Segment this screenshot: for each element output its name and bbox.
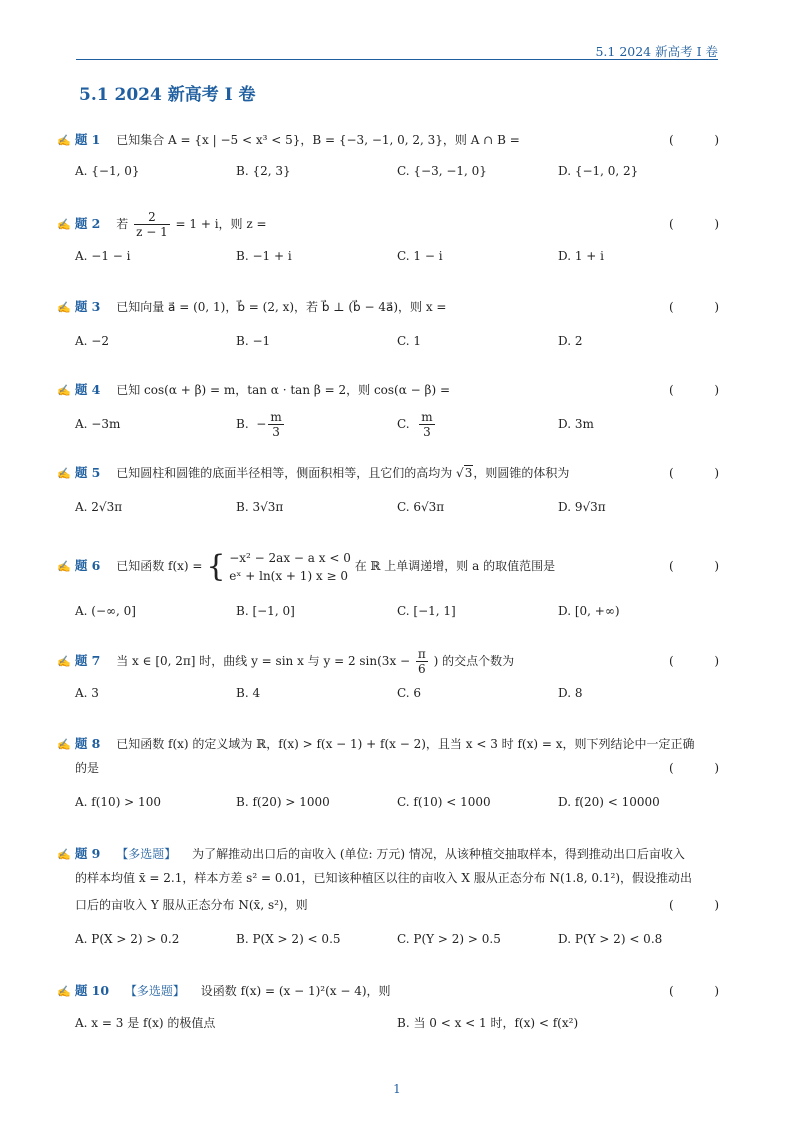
- options: [57, 246, 719, 266]
- option-d: D. f(20) < 10000: [558, 795, 660, 809]
- question-5: [57, 462, 719, 517]
- question-number: 题 10: [74, 983, 110, 998]
- answer-bracket: ( ): [669, 466, 719, 480]
- question-number: 题 8: [74, 736, 101, 751]
- options: [57, 161, 719, 181]
- option-b: B. − $\frac{m}{3}$: [236, 410, 282, 439]
- answer-bracket: ( ): [669, 654, 719, 668]
- option-c: C. 6√3π: [397, 500, 445, 514]
- pen-icon: ✍: [57, 985, 71, 998]
- question-stem-continued: 的是 ( ): [57, 755, 719, 782]
- option-a: A. −1 − i: [75, 249, 131, 263]
- question-number: 题 1: [74, 132, 101, 147]
- fraction: $\frac{\pi}{6}$: [417, 647, 426, 676]
- question-stem-post: ) 的交点个数为: [433, 654, 515, 668]
- header-rule: [76, 59, 718, 60]
- brace-icon: {: [206, 548, 226, 584]
- question-stem: 设函数 f(x) = (x − 1)²(x − 4)，则: [200, 984, 391, 998]
- section-title: 5.1 2024 新高考 I 卷: [79, 85, 256, 105]
- option-d: D. {−1, 0, 2}: [558, 164, 639, 178]
- pen-icon: ✍: [57, 848, 71, 861]
- option-b: B. {2, 3}: [236, 164, 291, 178]
- question-number: 题 4: [74, 382, 101, 397]
- option-b: B. 4: [236, 686, 261, 700]
- options: [57, 601, 719, 621]
- option-b: B. 当 0 < x < 1 时，f(x) < f(x²): [397, 1016, 579, 1030]
- option-c: C. 1: [397, 334, 422, 348]
- option-b: B. P(X > 2) < 0.5: [236, 932, 341, 946]
- pen-icon: ✍: [57, 467, 71, 480]
- sqrt-value: 3: [464, 466, 473, 480]
- option-c: C. $\frac{m}{3}$: [397, 410, 433, 439]
- answer-bracket: ( ): [669, 559, 719, 573]
- option-b: B. −1 + i: [236, 249, 292, 263]
- option-c: C. f(10) < 1000: [397, 795, 491, 809]
- pen-icon: ✍: [57, 560, 71, 573]
- pen-icon: ✍: [57, 384, 71, 397]
- multi-select-tag: 【多选题】: [116, 847, 177, 861]
- option-d: D. 2: [558, 334, 583, 348]
- pen-icon: ✍: [57, 655, 71, 668]
- multi-select-tag: 【多选题】: [124, 984, 185, 998]
- option-a: A. 3: [75, 686, 99, 700]
- options: [57, 683, 719, 703]
- question-8: [57, 733, 719, 812]
- pen-icon: ✍: [57, 738, 71, 751]
- answer-bracket: ( ): [669, 761, 719, 775]
- question-7: [57, 641, 719, 703]
- question-stem: 已知向量 a⃗ = (0, 1)，b⃗ = (2, x)，若 b⃗ ⊥ (b⃗ − 4a⃗)，则 x =: [116, 300, 447, 314]
- question-4: [57, 379, 719, 441]
- option-b: B. −1: [236, 334, 271, 348]
- answer-bracket: ( ): [669, 898, 719, 912]
- question-stem-continued: 的样本均值 x̄ = 2.1，样本方差 s² = 0.01，已知该种植区以往的亩收入 X 服从正态分布 N(1.8, 0.1²)，假设推动出: [75, 871, 692, 885]
- question-number: 题 7: [74, 653, 101, 668]
- options: [57, 929, 719, 949]
- option-c: C. 6: [397, 686, 422, 700]
- option-a: A. f(10) > 100: [75, 795, 161, 809]
- option-c: C. 1 − i: [397, 249, 443, 263]
- question-1: [57, 129, 719, 181]
- options: [57, 792, 719, 812]
- question-stem-pre: 若: [116, 217, 129, 231]
- question-stem: 已知 cos(α + β) = m，tan α · tan β = 2，则 cos(α − β) =: [116, 383, 451, 397]
- option-d: D. 3m: [558, 417, 594, 431]
- question-number: 题 6: [74, 558, 101, 573]
- option-b: B. 3√3π: [236, 500, 284, 514]
- question-stem: 为了解推动出口后的亩收入 (单位: 万元) 情况，从该种植交抽取样本，得到推动出口后亩收入: [192, 847, 685, 861]
- question-stem-pre: 已知函数 f(x) =: [116, 559, 203, 573]
- option-d: D. 8: [558, 686, 583, 700]
- question-3: [57, 296, 719, 351]
- option-d: D. [0, +∞): [558, 604, 620, 618]
- answer-bracket: ( ): [669, 984, 719, 998]
- question-number: 题 2: [74, 216, 101, 231]
- option-c: C. [−1, 1]: [397, 604, 456, 618]
- question-stem: 已知集合 A = {x | −5 < x³ < 5}，B = {−3, −1, 0, 2, 3}，则 A ∩ B =: [116, 133, 520, 147]
- question-number: 题 3: [74, 299, 101, 314]
- option-a: A. −2: [75, 334, 109, 348]
- options: [57, 331, 719, 351]
- options: [57, 497, 719, 517]
- question-10: [57, 980, 719, 1033]
- question-6: [57, 540, 719, 621]
- pen-icon: ✍: [57, 134, 71, 147]
- question-stem-pre: 当 x ∈ [0, 2π] 时，曲线 y = sin x 与 y = 2 sin(3x −: [116, 654, 411, 668]
- option-b: B. f(20) > 1000: [236, 795, 330, 809]
- options: [57, 1013, 719, 1033]
- question-number: 题 9: [74, 846, 101, 861]
- pen-icon: ✍: [57, 301, 71, 314]
- question-stem-continued: 口后的亩收入 Y 服从正态分布 N(x̄, s²)，则 ( ): [57, 892, 719, 919]
- question-stem-post: = 1 + i，则 z =: [175, 217, 267, 231]
- piecewise-cases: −x² − 2ax − a x < 0 eˣ + ln(x + 1) x ≥ 0: [229, 550, 351, 583]
- answer-bracket: ( ): [669, 383, 719, 397]
- answer-bracket: ( ): [669, 300, 719, 314]
- fraction: $\frac{2}{z - 1}$: [136, 210, 168, 239]
- running-header: 5.1 2024 新高考 I 卷: [595, 44, 718, 59]
- page-number: 1: [393, 1082, 401, 1096]
- option-a: A. P(X > 2) > 0.2: [75, 932, 180, 946]
- option-d: D. 1 + i: [558, 249, 604, 263]
- pen-icon: ✍: [57, 218, 71, 231]
- answer-bracket: ( ): [669, 217, 719, 231]
- question-stem-pre: 已知圆柱和圆锥的底面半径相等，侧面积相等，且它们的高均为 √: [116, 466, 464, 480]
- options: [57, 407, 719, 441]
- question-9: [57, 843, 719, 949]
- option-d: D. 9√3π: [558, 500, 606, 514]
- question-stem-post: ，则圆锥的体积为: [473, 466, 570, 480]
- option-c: C. {−3, −1, 0}: [397, 164, 487, 178]
- option-a: A. x = 3 是 f(x) 的极值点: [75, 1016, 216, 1030]
- option-a: A. {−1, 0}: [75, 164, 140, 178]
- option-d: D. P(Y > 2) < 0.8: [558, 932, 663, 946]
- question-stem: 已知函数 f(x) 的定义域为 ℝ，f(x) > f(x − 1) + f(x − 2)，且当 x < 3 时 f(x) = x，则下列结论中一定正确: [116, 737, 695, 751]
- option-a: A. −3m: [75, 417, 121, 431]
- option-a: A. 2√3π: [75, 500, 123, 514]
- question-stem-post: 在 ℝ 上单调递增，则 a 的取值范围是: [354, 559, 556, 573]
- question-2: [57, 204, 719, 266]
- answer-bracket: ( ): [669, 133, 719, 147]
- option-b: B. [−1, 0]: [236, 604, 295, 618]
- question-number: 题 5: [74, 465, 101, 480]
- option-c: C. P(Y > 2) > 0.5: [397, 932, 501, 946]
- option-a: A. (−∞, 0]: [75, 604, 136, 618]
